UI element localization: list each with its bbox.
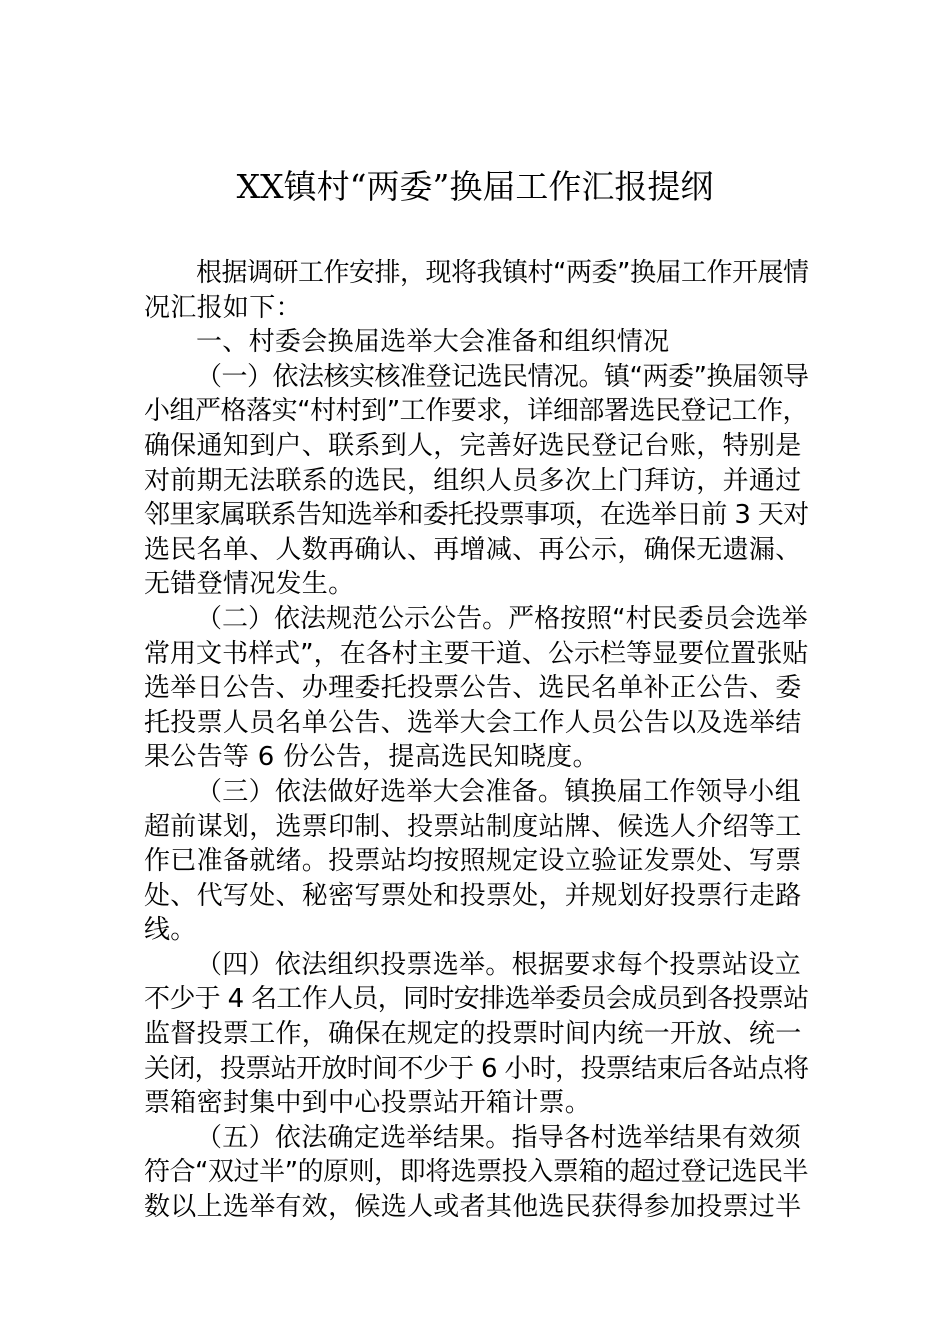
text-line: 处、代写处、秘密写票处和投票处，并规划好投票行走路 [144, 880, 802, 911]
text-line: 选民名单、人数再确认、再增减、再公示，确保无遗漏、 [144, 534, 802, 565]
text-line: 选举日公告、办理委托投票公告、选民名单补正公告、委 [144, 673, 802, 704]
text-line: （四）依法组织投票选举。根据要求每个投票站设立 [196, 949, 801, 980]
text-line: 常用文书样式”，在各村主要干道、公示栏等显要位置张贴 [144, 638, 809, 669]
text-line: 托投票人员名单公告、选举大会工作人员公告以及选举结 [144, 707, 802, 738]
text-line: 符合“双过半”的原则，即将选票投入票箱的超过登记选民半 [144, 1157, 809, 1188]
text-line: 小组严格落实“村村到”工作要求，详细部署选民登记工作， [144, 396, 809, 427]
text-line: 无错登情况发生。 [144, 569, 355, 600]
text-line: 关闭，投票站开放时间不少于 6 小时，投票结束后各站点将 [144, 1053, 809, 1084]
text-line: 不少于 4 名工作人员，同时安排选举委员会成员到各投票站 [144, 984, 809, 1015]
document-body [144, 256, 808, 1225]
text-line: 票箱密封集中到中心投票站开箱计票。 [144, 1088, 592, 1119]
text-line: 邻里家属联系告知选举和委托投票事项，在选举日前 3 天对 [144, 500, 809, 531]
text-line: 确保通知到户、联系到人，完善好选民登记台账，特别是 [144, 430, 802, 461]
text-line: （二）依法规范公示公告。严格按照“村民委员会选举 [196, 603, 808, 634]
text-line: 线。 [144, 915, 197, 946]
text-line: 根据调研工作安排，现将我镇村“两委”换届工作开展情 [196, 258, 809, 288]
text-line: 数以上选举有效，候选人或者其他选民获得参加投票过半 [144, 1192, 802, 1223]
text-line: （三）依法做好选举大会准备。镇换届工作领导小组 [196, 776, 801, 807]
text-line: （一）依法核实核准登记选民情况。镇“两委”换届领导 [196, 361, 809, 392]
text-line: 果公告等 6 份公告，提高选民知晓度。 [144, 742, 599, 773]
text-line: 超前谋划，选票印制、投票站制度站牌、候选人介绍等工 [144, 811, 802, 842]
text-line: 况汇报如下： [144, 292, 302, 323]
text-line: （五）依法确定选举结果。指导各村选举结果有效须 [196, 1122, 801, 1153]
text-line: 作已准备就绪。投票站均按照规定设立验证发票处、写票 [144, 846, 802, 877]
text-line: 一、村委会换届选举大会准备和组织情况 [196, 327, 670, 358]
text-line: 对前期无法联系的选民，组织人员多次上门拜访，并通过 [144, 465, 802, 496]
text-line: 监督投票工作，确保在规定的投票时间内统一开放、统一 [144, 1019, 802, 1050]
document-title: XX镇村“两委”换届工作汇报提纲 [236, 167, 714, 206]
